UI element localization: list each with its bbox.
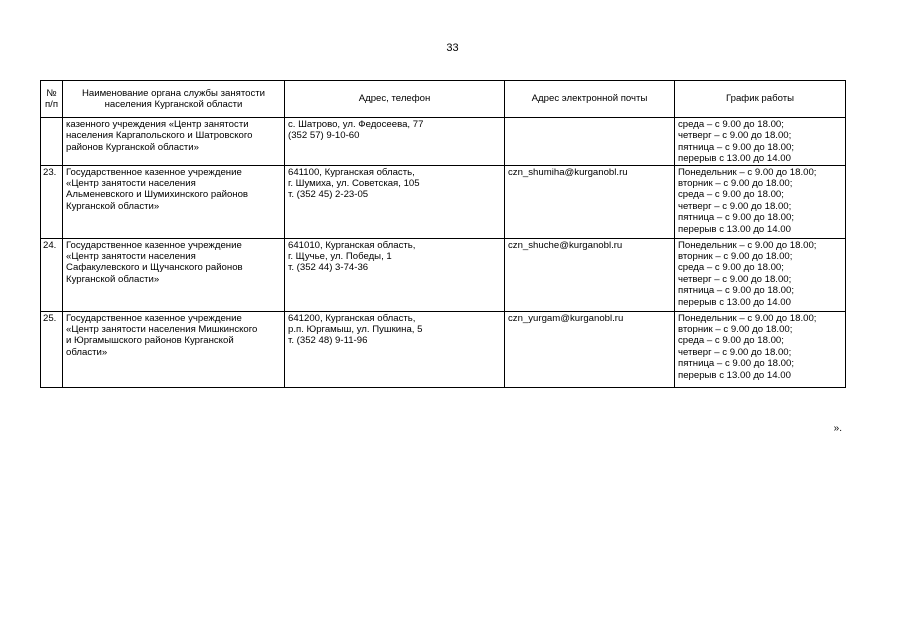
row-number-cell: 24. (41, 238, 63, 311)
table-header-row (41, 81, 846, 118)
closing-quote-mark: ». (833, 423, 842, 434)
organization-name-cell: Государственное казенное учреждение «Центр занятости населения Мишкинского и Юргамышского районов Курганской области» (63, 311, 285, 387)
schedule-cell: Понедельник – с 9.00 до 18.00; вторник – с 9.00 до 18.00; среда – с 9.00 до 18.00; четверг – с 9.00 до 18.00; пятница – с 9.00 до 18.00; перерыв с 13.00 до 14.00 (675, 165, 846, 238)
row-number-cell: 23. (41, 165, 63, 238)
organization-name-cell: Государственное казенное учреждение «Центр занятости населения Сафакулевского и Щучанского районов Курганской области» (63, 238, 285, 311)
address-phone-cell: 641200, Курганская область, р.п. Юргамыш, ул. Пушкина, 5 т. (352 48) 9-11-96 (285, 311, 505, 387)
schedule-cell: Понедельник – с 9.00 до 18.00; вторник – с 9.00 до 18.00; среда – с 9.00 до 18.00; четверг – с 9.00 до 18.00; пятница – с 9.00 до 18.00; перерыв с 13.00 до 14.00 (675, 311, 846, 387)
row-number-cell: 25. (41, 311, 63, 387)
header-schedule: График работы (675, 81, 846, 118)
table-row (41, 311, 846, 387)
email-cell: czn_shuche@kurganobl.ru (505, 238, 675, 311)
address-phone-cell: с. Шатрово, ул. Федосеева, 77 (352 57) 9-10-60 (285, 118, 505, 166)
header-number: № п/п (41, 81, 63, 118)
table-row (41, 165, 846, 238)
row-number-cell (41, 118, 63, 166)
organization-name-cell: Государственное казенное учреждение «Центр занятости населения Альменевского и Шумихинского районов Курганской области» (63, 165, 285, 238)
table-row (41, 238, 846, 311)
table-row (41, 118, 846, 166)
employment-centers-table (40, 80, 846, 388)
email-cell: czn_yurgam@kurganobl.ru (505, 311, 675, 387)
address-phone-cell: 641010, Курганская область, г. Щучье, ул. Победы, 1 т. (352 44) 3-74-36 (285, 238, 505, 311)
schedule-cell: Понедельник – с 9.00 до 18.00; вторник – с 9.00 до 18.00; среда – с 9.00 до 18.00; четверг – с 9.00 до 18.00; пятница – с 9.00 до 18.00; перерыв с 13.00 до 14.00 (675, 238, 846, 311)
page-number: 33 (446, 42, 459, 54)
email-cell (505, 118, 675, 166)
header-email: Адрес электронной почты (505, 81, 675, 118)
organization-name-cell: казенного учреждения «Центр занятости населения Каргапольского и Шатровского районов Курганской области» (63, 118, 285, 166)
schedule-cell: среда – с 9.00 до 18.00; четверг – с 9.00 до 18.00; пятница – с 9.00 до 18.00; перерыв с 13.00 до 14.00 (675, 118, 846, 166)
header-address: Адрес, телефон (285, 81, 505, 118)
email-cell: czn_shumiha@kurganobl.ru (505, 165, 675, 238)
address-phone-cell: 641100, Курганская область, г. Шумиха, ул. Советская, 105 т. (352 45) 2-23-05 (285, 165, 505, 238)
header-name: Наименование органа службы занятости населения Курганской области (63, 81, 285, 118)
